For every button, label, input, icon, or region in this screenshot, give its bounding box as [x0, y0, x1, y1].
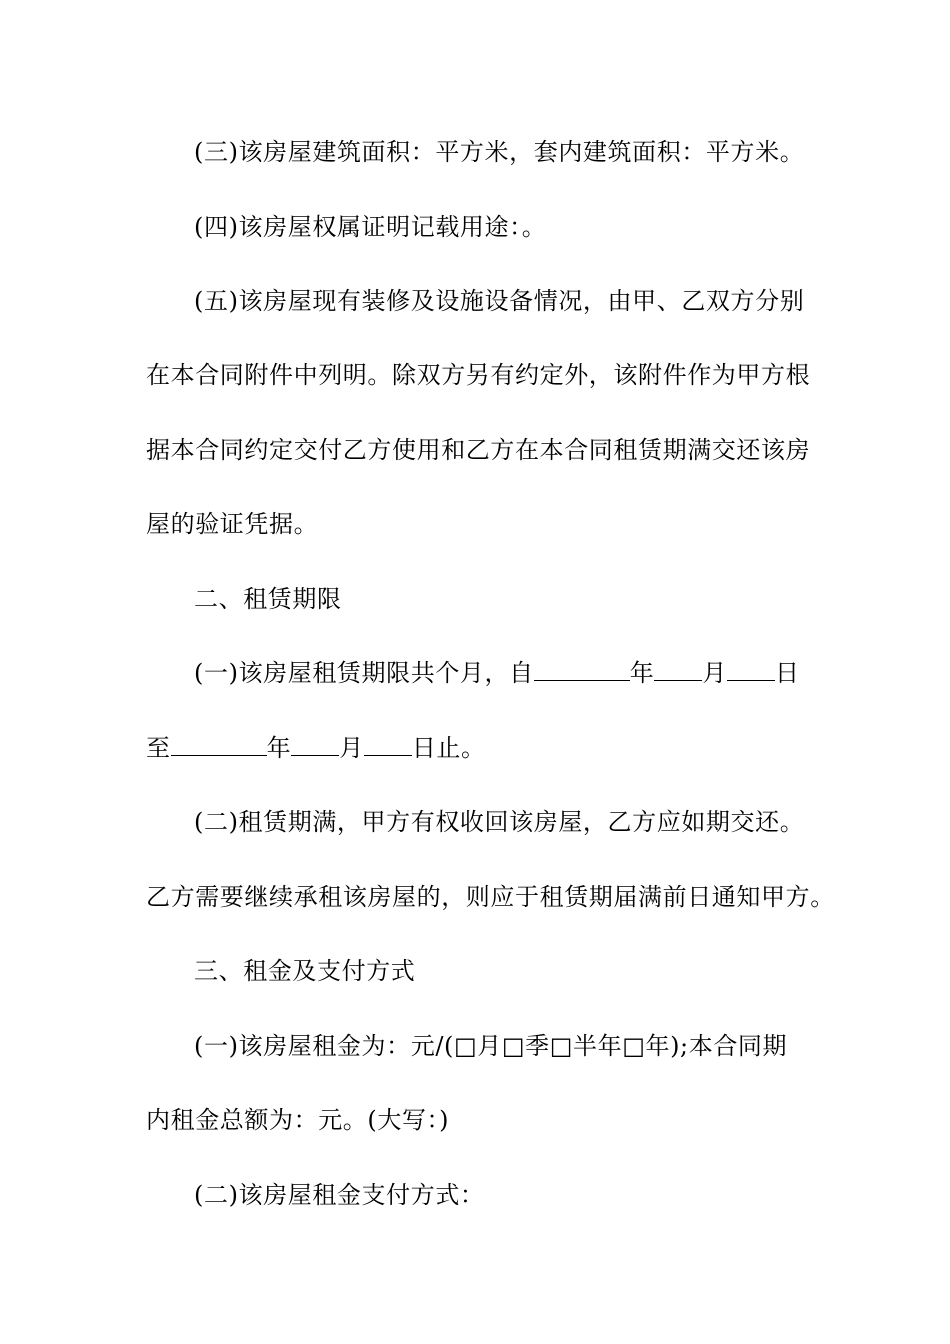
end-day-label: 日止。 — [411, 734, 486, 762]
term-end-line — [146, 732, 826, 764]
term-start-prefix: (一)该房屋租赁期限共个月，自 — [194, 659, 534, 687]
clause-4-usage: (四)该房屋权属证明记载用途：。 — [194, 213, 547, 241]
clause-5-line-2: 在本合同附件中列明。除双方另有约定外，该附件作为甲方根 — [146, 361, 811, 389]
end-month-blank — [291, 733, 339, 756]
rent-clause-2-heading: (二)该房屋租金支付方式： — [194, 1181, 485, 1209]
term-clause-2-line-1: (二)租赁期满，甲方有权收回该房屋，乙方应如期交还。 — [194, 808, 805, 836]
clause-3-area: (三)该房屋建筑面积：平方米，套内建筑面积：平方米。 — [194, 138, 805, 166]
term-start-line — [194, 657, 874, 689]
end-year-label: 年 — [266, 734, 292, 762]
clause-5-line-1: (五)该房屋现有装修及设施设备情况，由甲、乙双方分别 — [194, 287, 805, 315]
end-year-blank — [171, 733, 267, 756]
term-clause-2-line-2: 乙方需要继续承租该房屋的，则应于租赁期届满前日通知甲方。 — [146, 883, 835, 911]
start-day-label: 日 — [774, 659, 800, 687]
start-year-label: 年 — [629, 659, 655, 687]
start-month-blank — [654, 658, 702, 681]
start-month-label: 月 — [702, 659, 727, 687]
section-3-heading: 三、租金及支付方式 — [194, 957, 416, 985]
rent-clause-1-line-2: 内租金总额为：元。(大写：) — [146, 1106, 450, 1134]
end-month-label: 月 — [339, 734, 364, 762]
start-day-blank — [727, 658, 775, 681]
rent-clause-1-line-1: (一)该房屋租金为：元/(□月□季□半年□年);本合同期 — [194, 1032, 788, 1060]
end-day-blank — [364, 733, 412, 756]
clause-5-line-4: 屋的验证凭据。 — [146, 510, 319, 538]
clause-5-line-3: 据本合同约定交付乙方使用和乙方在本合同租赁期满交还该房 — [146, 436, 811, 464]
section-2-heading: 二、租赁期限 — [194, 585, 342, 613]
term-end-prefix: 至 — [146, 734, 171, 762]
start-year-blank — [534, 658, 630, 681]
